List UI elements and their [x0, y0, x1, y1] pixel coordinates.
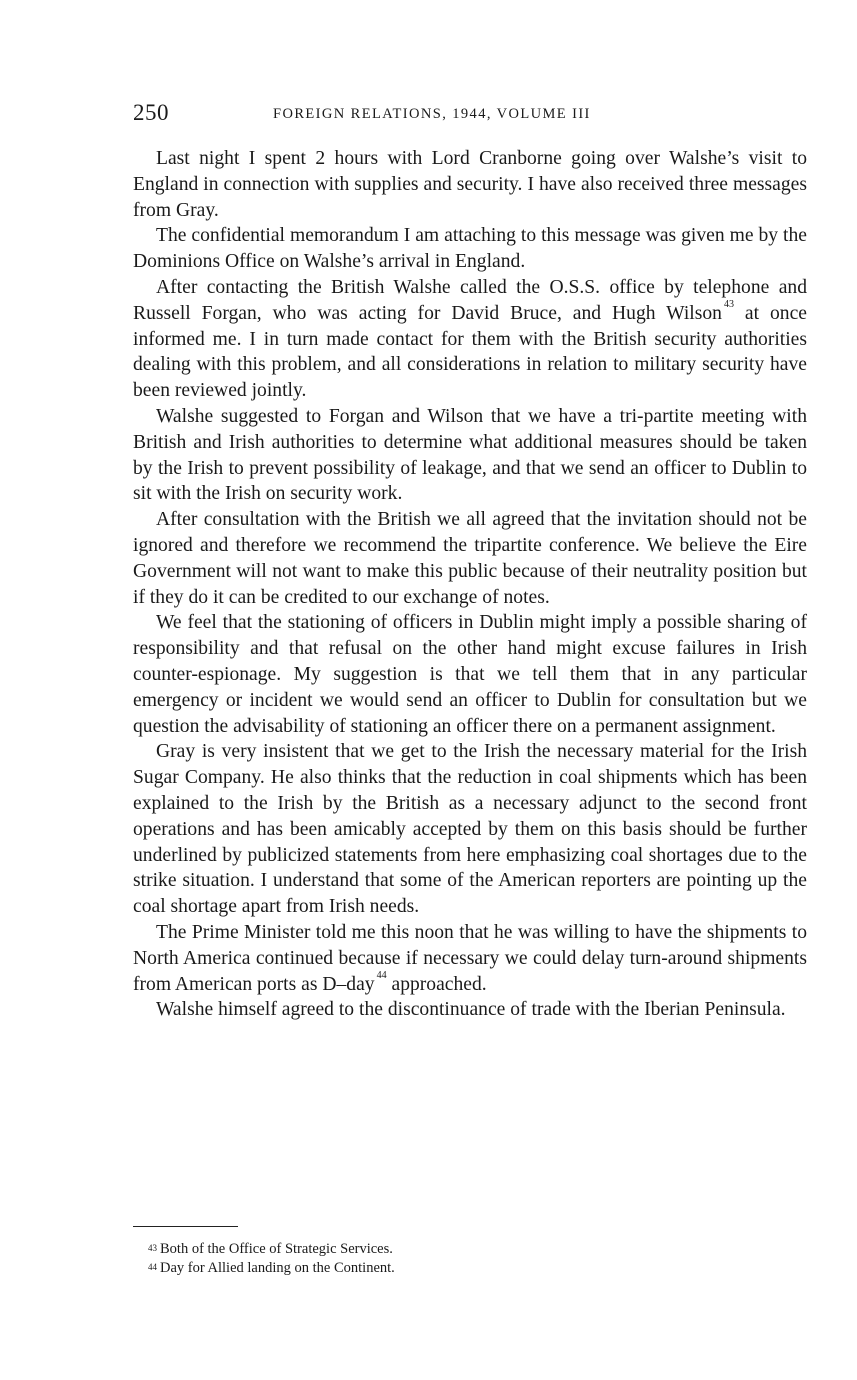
footnote-text: Day for Allied landing on the Continent. [160, 1260, 395, 1276]
paragraph [133, 404, 807, 507]
paragraph-text: at once informed me. I in turn made contact for them with the British security authorities dealing with this problem, and all considerations in relation to military security have been reviewed jointly. [133, 302, 807, 402]
footnote-reference: 43 [723, 298, 734, 310]
paragraph-text: Walshe suggested to Forgan and Wilson that we have a tri-partite meeting with British and Irish authorities to determine what additional measures should be taken by the Irish to prevent possibility of leakage, and that we send an officer to Dublin to sit with the Irish on security work. [133, 405, 807, 505]
paragraph [133, 610, 807, 739]
paragraph [133, 146, 807, 223]
paragraph-text: After consultation with the British we all agreed that the invitation should not be ignored and therefore we recommend the tripartite conference. We believe the Eire Government will not want to make this public because of their neutrality position but if they do it can be credited to our exchange of notes. [133, 509, 807, 608]
footnote-reference: 44 [376, 969, 387, 981]
paragraph-text: approached. [386, 973, 487, 995]
paragraph-text: The confidential memorandum I am attaching to this message was given me by the Dominions Office on Walshe’s arrival in England. [133, 225, 807, 273]
paragraph-text: Last night I spent 2 hours with Lord Cranborne going over Walshe’s visit to England in connection with supplies and security. I have also received three messages from Gray. [133, 148, 807, 221]
body-text [133, 146, 807, 1023]
footnote-marker: 43 [148, 1243, 157, 1253]
page-header [133, 100, 807, 130]
footnote [148, 1259, 788, 1278]
paragraph [133, 997, 807, 1023]
paragraph [133, 223, 807, 275]
paragraph [133, 920, 807, 997]
page-number: 250 [133, 100, 169, 125]
running-head: FOREIGN RELATIONS, 1944, VOLUME III [273, 106, 591, 122]
paragraph-text: Walshe himself agreed to the discontinuance of trade with the Iberian Peninsula. [156, 999, 786, 1021]
paragraph-text: We feel that the stationing of officers in Dublin might imply a possible sharing of responsibility and that refusal on the other hand might excuse failures in Irish counter-espionage. My suggestion is that we tell them that in any particular emergency or incident we would send an officer to Dublin for consultation but we question the advisability of stationing an officer there on a permanent assignment. [133, 612, 807, 737]
paragraph [133, 275, 807, 404]
footnotes [148, 1240, 788, 1278]
footnote [148, 1240, 788, 1259]
paragraph [133, 507, 807, 610]
footnote-text: Both of the Office of Strategic Services. [160, 1241, 393, 1257]
paragraph-text: After contacting the British Walshe called the O.S.S. office by telephone and Russell Forgan, who was acting for David Bruce, and Hugh Wilson [133, 276, 807, 324]
paragraph [133, 739, 807, 920]
footnote-divider [133, 1226, 238, 1227]
paragraph-text: Gray is very insistent that we get to the Irish the necessary material for the Irish Sugar Company. He also thinks that the reduction in coal shipments which has been explained to the Irish by the British as a necessary adjunct to the second front operations and has been amicably accepted by them on this basis should be further underlined by publicized statements from here emphasizing coal shortages due to the strike situation. I understand that some of the American reporters are pointing up the coal shortage apart from Irish needs. [133, 741, 807, 918]
paragraph-text: The Prime Minister told me this noon that he was willing to have the shipments to North America continued because if necessary we could delay turn-around shipments from American ports as D–day [133, 921, 807, 995]
footnote-marker: 44 [148, 1262, 157, 1272]
